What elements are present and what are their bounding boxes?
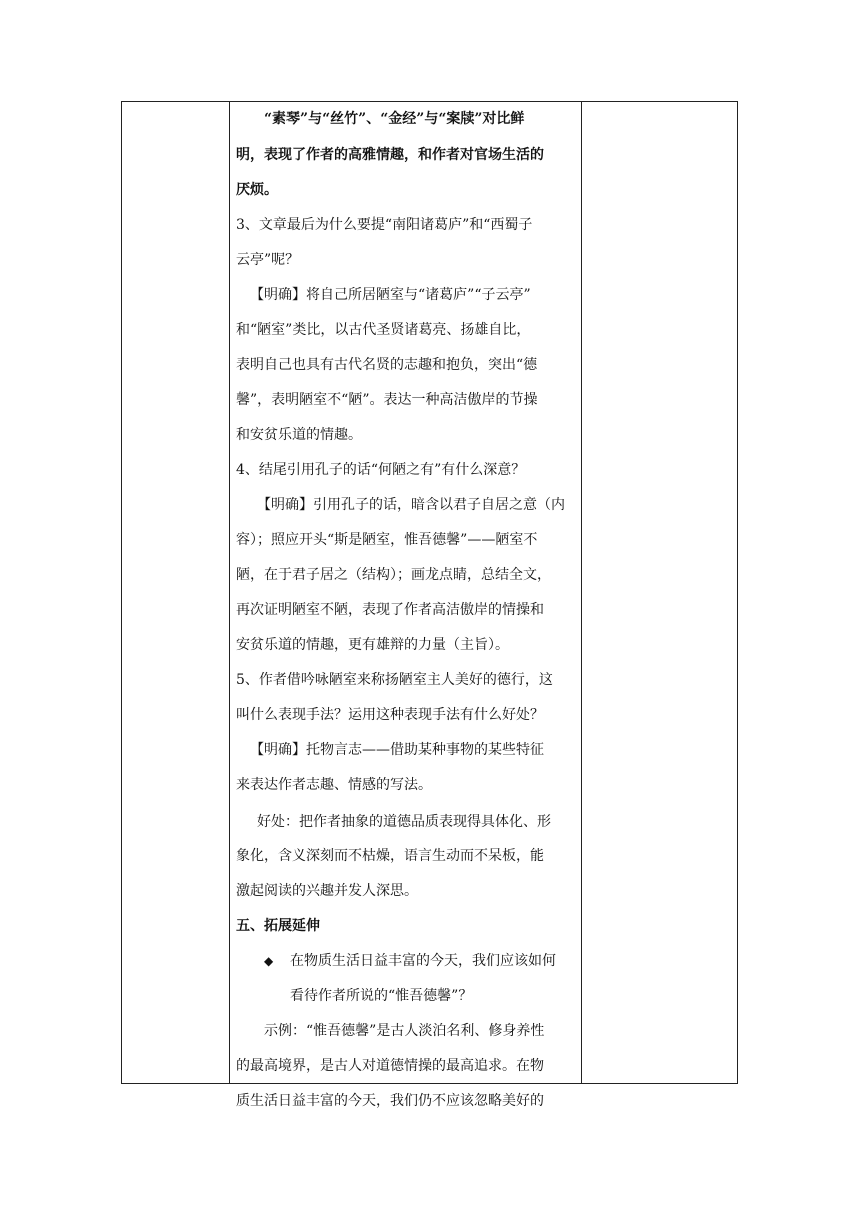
text-line: 的最高境界，是古人对道德情操的最高追求。在物 (236, 1058, 544, 1074)
question-4: 4、结尾引用孔子的话“何陋之有”有什么深意？ (236, 462, 526, 478)
text-line: 示例：“惟吾德馨”是古人淡泊名利、修身养性 (264, 1023, 545, 1039)
text-line: 叫什么表现手法？运用这种表现手法有什么好处？ (236, 707, 544, 723)
answer-label: 【明确】引用孔子的话，暗含以君子自居之意（内 (257, 497, 565, 513)
text-line: 再次证明陋室不陋，表现了作者高洁傲岸的情操和 (236, 602, 544, 618)
text-line: 表明自己也具有古代名贤的志趣和抱负，突出“德 (236, 357, 538, 373)
text-line: 质生活日益丰富的今天，我们仍不应该忽略美好的 (236, 1093, 544, 1109)
text-line: “素琴”与“丝竹”、“金经”与“案牍”对比鲜 (264, 111, 525, 127)
text-line: 明，表现了作者的高雅情趣，和作者对官场生活的 (236, 147, 544, 163)
text-line: 容）；照应开头“斯是陋室，惟吾德馨”——陋室不 (236, 532, 538, 548)
question-5: 5、作者借吟咏陋室来称扬陋室主人美好的德行，这 (236, 672, 553, 688)
text-line: 来表达作者志趣、情感的写法。 (236, 777, 432, 793)
answer-label: 【明确】将自己所居陋室与“诸葛庐”“子云亭” (250, 287, 531, 303)
section-heading: 五、拓展延伸 (236, 918, 320, 934)
diamond-bullet-icon: ◆ (264, 954, 274, 968)
lesson-table (121, 101, 738, 1109)
text-line: 安贫乐道的情趣，更有雄辩的力量（主旨）。 (236, 637, 509, 653)
column-divider-left (229, 102, 230, 1083)
question-3: 3、文章最后为什么要提“南阳诸葛庐”和“西蜀子 (236, 217, 533, 233)
text-line: 和安贫乐道的情趣。 (236, 427, 362, 443)
text-line: 激起阅读的兴趣并发人深思。 (236, 883, 418, 899)
text-line: 厌烦。 (236, 182, 278, 198)
answer-label: 【明确】托物言志——借助某种事物的某些特征 (250, 742, 544, 758)
text-line: 云亭”呢？ (236, 252, 300, 268)
text-line: 陋，在于君子居之（结构）；画龙点睛，总结全文， (236, 567, 551, 583)
text-line: 象化，含义深刻而不枯燥，语言生动而不呆板，能 (236, 848, 544, 864)
text-line: 在物质生活日益丰富的今天，我们应该如何 (290, 953, 556, 969)
text-line: 好处：把作者抽象的道德品质表现得具体化、形 (257, 814, 551, 830)
text-line: 馨”，表明陋室不“陋”。表达一种高洁傲岸的节操 (236, 392, 538, 408)
text-line: 和“陋室”类比，以古代圣贤诸葛亮、扬雄自比， (236, 322, 531, 338)
text-line: 看待作者所说的“惟吾德馨”？ (290, 988, 473, 1004)
column-divider-right (581, 102, 582, 1083)
